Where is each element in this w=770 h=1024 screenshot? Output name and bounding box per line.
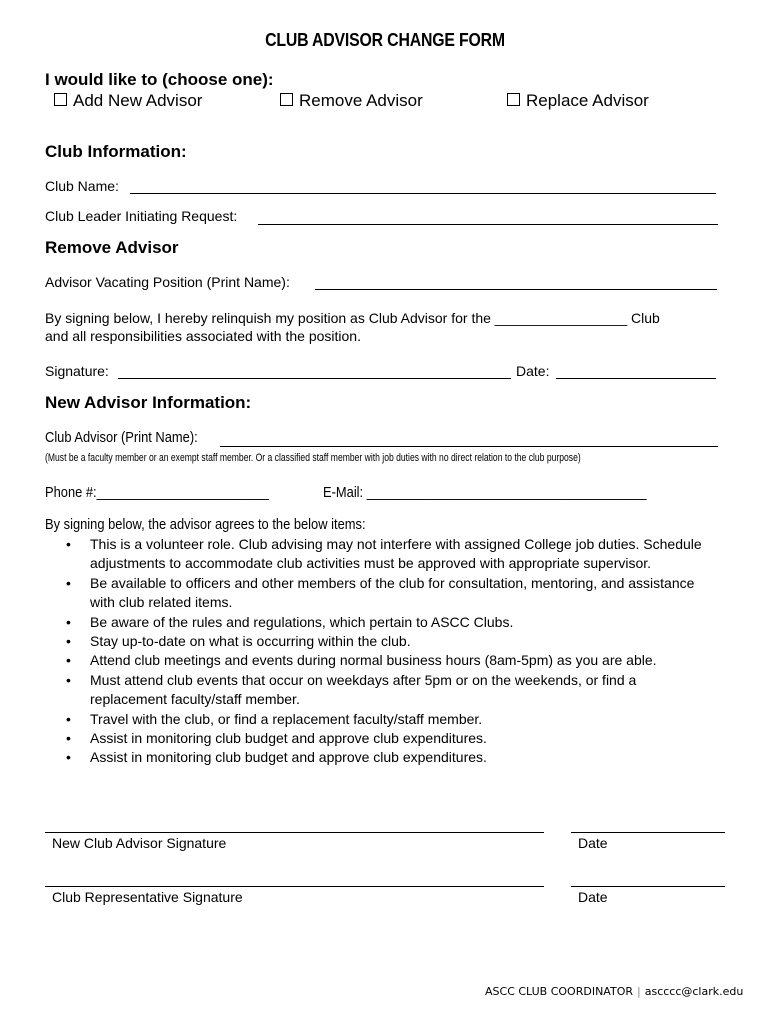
club-rep-signature-line[interactable]: [45, 886, 544, 887]
new-advisor-heading: New Advisor Information:: [45, 393, 252, 412]
advisor-print-name-field[interactable]: [220, 446, 718, 447]
advisor-print-name-label: Club Advisor (Print Name):: [45, 429, 198, 446]
list-item: • Travel with the club, or find a replacement faculty/staff member.: [66, 710, 716, 729]
footer: [485, 985, 743, 998]
option-label: Remove Advisor: [299, 91, 423, 110]
list-item: • Assist in monitoring club budget and approve club expenditures.: [66, 729, 716, 748]
footer-coordinator: ASCC CLUB COORDINATOR: [485, 985, 633, 998]
club-leader-label: Club Leader Initiating Request:: [45, 208, 238, 224]
list-item: • Attend club meetings and events during normal business hours (8am-5pm) as you are able.: [66, 651, 716, 670]
relinquish-text-line-2: and all responsibilities associated with the position.: [45, 328, 361, 344]
list-item: • Be aware of the rules and regulations, which pertain to ASCC Clubs.: [66, 613, 716, 632]
agreement-intro: By signing below, the advisor agrees to the below items:: [45, 516, 366, 533]
club-info-heading: Club Information:: [45, 142, 187, 161]
date-label: Date:: [516, 363, 550, 379]
choose-heading: I would like to (choose one):: [45, 70, 274, 89]
new-advisor-date-label: Date: [578, 835, 608, 851]
club-leader-field[interactable]: [258, 224, 718, 225]
club-name-label: Club Name:: [45, 178, 119, 194]
list-item: • Be available to officers and other members of the club for consultation, mentoring, and assistance with club related items.: [66, 574, 716, 613]
checkbox-add-new-advisor[interactable]: [54, 93, 67, 106]
club-rep-signature-label: Club Representative Signature: [52, 889, 243, 905]
signature-label: Signature:: [45, 363, 109, 379]
footer-email: ascccc@clark.edu: [644, 985, 744, 998]
vacating-advisor-label: Advisor Vacating Position (Print Name):: [45, 274, 290, 290]
new-advisor-signature-line[interactable]: [45, 832, 544, 833]
club-rep-date-label: Date: [578, 889, 608, 905]
option-add-new-advisor[interactable]: [54, 91, 202, 111]
list-item: • Assist in monitoring club budget and approve club expenditures.: [66, 748, 716, 767]
checkbox-replace-advisor[interactable]: [507, 93, 520, 106]
remove-advisor-heading: Remove Advisor: [45, 238, 179, 257]
option-replace-advisor[interactable]: [507, 91, 649, 111]
relinquish-text-line-1: By signing below, I hereby relinquish my position as Club Advisor for the _________________ Club: [45, 310, 660, 326]
list-item: • Stay up-to-date on what is occurring within the club.: [66, 632, 716, 651]
vacating-advisor-field[interactable]: [315, 289, 717, 290]
list-item: • This is a volunteer role. Club advising may not interfere with assigned College job duties. Schedule adjustments to accommodate club activities must be approved with appropriate supervisor.: [66, 535, 716, 574]
option-remove-advisor[interactable]: [280, 91, 423, 111]
footer-separator: |: [637, 985, 641, 998]
list-item: • Must attend club events that occur on weekdays after 5pm or on the weekends, or find a replacement faculty/staff member.: [66, 671, 716, 710]
eligibility-note: (Must be a faculty member or an exempt staff member. Or a classified staff member with job duties with no direct relation to the club purpose): [45, 452, 581, 464]
advisor-responsibilities-list: [66, 535, 716, 768]
phone-field[interactable]: Phone #:________________________: [45, 484, 269, 501]
vacating-date-field[interactable]: [556, 378, 716, 379]
new-advisor-signature-label: New Club Advisor Signature: [52, 835, 227, 851]
club-rep-date-line[interactable]: [571, 886, 725, 887]
club-name-field[interactable]: [130, 193, 716, 194]
checkbox-remove-advisor[interactable]: [280, 93, 293, 106]
option-label: Add New Advisor: [73, 91, 203, 110]
email-field[interactable]: E-Mail: _______________________________________: [323, 484, 647, 501]
option-label: Replace Advisor: [526, 91, 649, 110]
vacating-signature-field[interactable]: [118, 378, 511, 379]
new-advisor-date-line[interactable]: [571, 832, 725, 833]
form-title: CLUB ADVISOR CHANGE FORM: [265, 30, 505, 50]
